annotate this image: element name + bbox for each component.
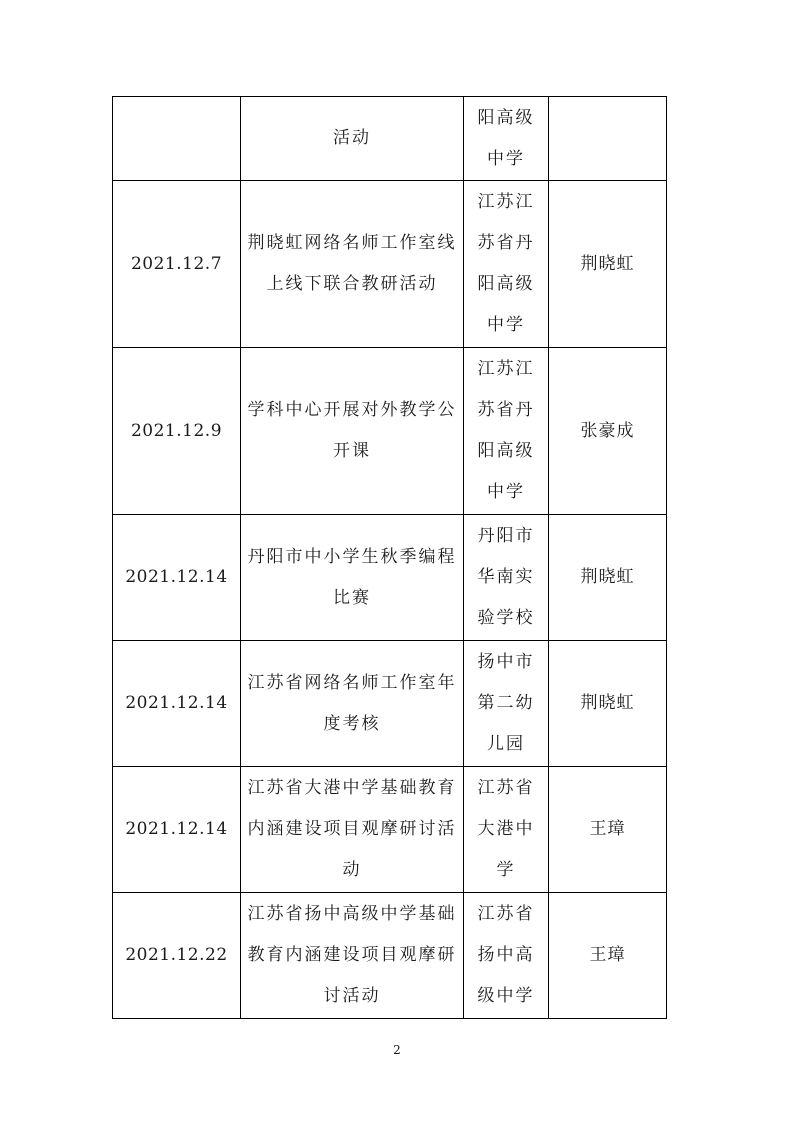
activity-line: 江苏省大港中学基础教育 bbox=[247, 778, 457, 798]
location-line: 阳高级 bbox=[477, 441, 535, 461]
person-cell: 王璋 bbox=[549, 767, 667, 893]
location-line: 中学 bbox=[487, 148, 525, 169]
date-cell: 2021.12.7 bbox=[113, 181, 241, 348]
person-cell: 王璋 bbox=[549, 893, 667, 1019]
person-cell: 荆晓虹 bbox=[549, 515, 667, 641]
person-cell: 荆晓虹 bbox=[549, 181, 667, 348]
location-line: 丹阳市 bbox=[477, 526, 535, 546]
activity-cell bbox=[241, 767, 464, 893]
activity-line: 动 bbox=[342, 860, 362, 880]
person-cell bbox=[549, 97, 667, 181]
location-line: 级中学 bbox=[477, 986, 535, 1006]
location-line: 扬中高 bbox=[477, 945, 535, 965]
activity-line: 度考核 bbox=[323, 713, 381, 734]
date-cell bbox=[113, 97, 241, 181]
location-cell bbox=[464, 348, 549, 515]
person-cell: 荆晓虹 bbox=[549, 641, 667, 767]
location-line: 江苏江 bbox=[477, 359, 535, 379]
location-line: 阳高级 bbox=[477, 274, 535, 294]
location-line: 江苏省 bbox=[477, 904, 535, 924]
activity-line: 教育内涵建设项目观摩研 bbox=[247, 945, 457, 965]
activity-line: 开课 bbox=[333, 441, 371, 461]
activity-table bbox=[112, 96, 667, 1019]
location-cell bbox=[464, 515, 549, 641]
activity-line: 活动 bbox=[333, 128, 371, 148]
activity-cell bbox=[241, 181, 464, 348]
activity-cell bbox=[241, 641, 464, 767]
table-row bbox=[113, 97, 667, 181]
location-line: 中学 bbox=[487, 315, 525, 335]
table-row bbox=[113, 767, 667, 893]
location-line: 儿园 bbox=[487, 734, 525, 754]
date-cell: 2021.12.14 bbox=[113, 515, 241, 641]
location-line: 苏省丹 bbox=[477, 233, 535, 253]
activity-line: 学科中心开展对外教学公 bbox=[247, 400, 457, 420]
activity-line: 荆晓虹网络名师工作室线 bbox=[247, 233, 457, 253]
location-cell bbox=[464, 97, 549, 181]
location-line: 江苏省 bbox=[477, 778, 535, 798]
activity-line: 丹阳市中小学生秋季编程 bbox=[247, 546, 457, 567]
person-cell: 张豪成 bbox=[549, 348, 667, 515]
location-cell bbox=[464, 181, 549, 348]
activity-line: 讨活动 bbox=[323, 986, 381, 1006]
activity-line: 江苏省扬中高级中学基础 bbox=[247, 904, 457, 924]
table-row bbox=[113, 515, 667, 641]
location-cell bbox=[464, 893, 549, 1019]
activity-line: 比赛 bbox=[333, 587, 371, 608]
table-row bbox=[113, 348, 667, 515]
location-line: 江苏江 bbox=[477, 192, 535, 212]
location-line: 扬中市 bbox=[477, 652, 535, 672]
activity-line: 江苏省网络名师工作室年 bbox=[247, 672, 457, 693]
location-line: 苏省丹 bbox=[477, 400, 535, 420]
location-line: 第二幼 bbox=[477, 693, 535, 713]
location-line: 学 bbox=[496, 860, 516, 880]
table-row bbox=[113, 641, 667, 767]
activity-cell bbox=[241, 893, 464, 1019]
location-line: 华南实 bbox=[477, 567, 535, 587]
location-cell bbox=[464, 641, 549, 767]
location-line: 中学 bbox=[487, 482, 525, 502]
date-cell: 2021.12.22 bbox=[113, 893, 241, 1019]
location-line: 验学校 bbox=[477, 608, 535, 628]
activity-line: 内涵建设项目观摩研讨活 bbox=[247, 819, 457, 839]
activity-line: 上线下联合教研活动 bbox=[266, 274, 438, 294]
date-cell: 2021.12.9 bbox=[113, 348, 241, 515]
location-cell bbox=[464, 767, 549, 893]
page-number: 2 bbox=[393, 1043, 401, 1057]
location-line: 阳高级 bbox=[477, 107, 535, 128]
date-cell: 2021.12.14 bbox=[113, 641, 241, 767]
date-cell: 2021.12.14 bbox=[113, 767, 241, 893]
activity-cell bbox=[241, 97, 464, 181]
location-line: 大港中 bbox=[477, 819, 535, 839]
table-row bbox=[113, 181, 667, 348]
activity-cell bbox=[241, 348, 464, 515]
table-row bbox=[113, 893, 667, 1019]
activity-cell bbox=[241, 515, 464, 641]
